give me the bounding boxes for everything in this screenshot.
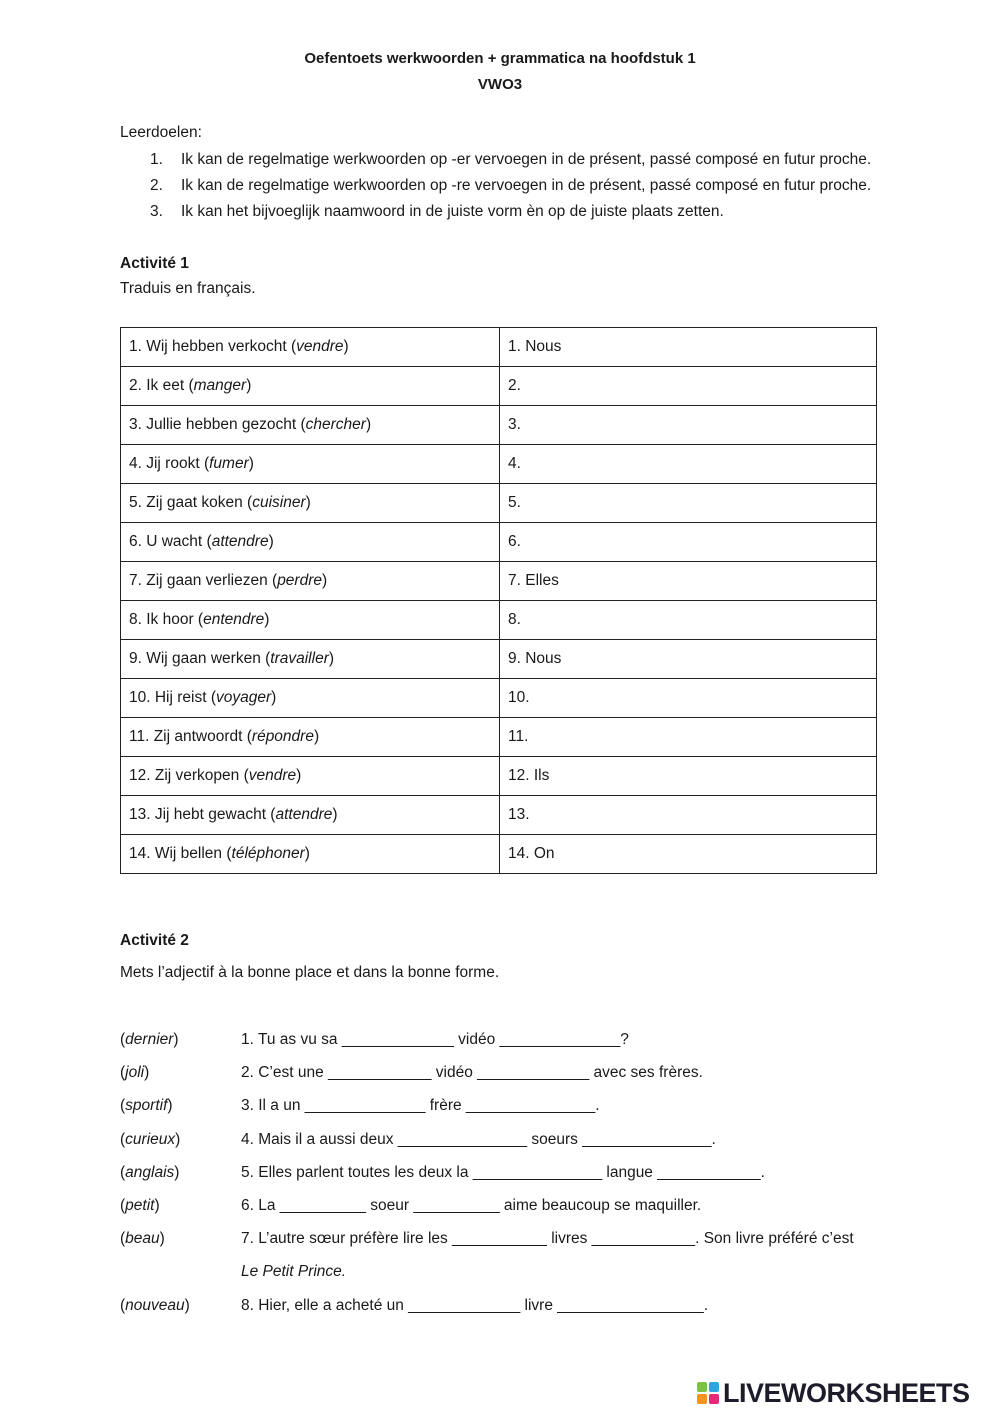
translation-row: [121, 718, 877, 757]
paren-open: (: [120, 1131, 126, 1148]
logo-square-blue: [709, 1382, 719, 1392]
worksheet-title: Oefentoets werkwoorden + grammatica na hoofdstuk 1: [304, 50, 696, 67]
paren-open: (: [120, 1230, 126, 1247]
dutch-prompt-cell: [121, 757, 500, 796]
adjective-word: dernier: [125, 1031, 174, 1048]
prompt-text: 6. U wacht (: [129, 533, 212, 550]
french-answer-cell[interactable]: [500, 640, 877, 679]
answer-prefix: 11.: [508, 728, 529, 745]
answer-prefix: 5.: [508, 494, 521, 511]
adjective-exercise-row: [120, 1263, 880, 1287]
prompt-text: 8. Ik hoor (: [129, 611, 204, 628]
exercise-sentence[interactable]: 6. La __________ soeur __________ aime beaucoup se maquiller.: [241, 1197, 702, 1214]
goal-text: Ik kan de regelmatige werkwoorden op -er vervoegen in de présent, passé composé en futur proche.: [181, 151, 872, 168]
adjective-exercise-row: [120, 1164, 880, 1188]
prompt-text: 4. Jij rookt (: [129, 455, 210, 472]
prompt-text: 7. Zij gaan verliezen (: [129, 572, 278, 589]
french-answer-cell[interactable]: [500, 679, 877, 718]
translation-row: [121, 523, 877, 562]
answer-prefix: 6.: [508, 533, 521, 550]
adjective-label: [120, 1197, 160, 1215]
adjective-exercise-row: [120, 1064, 880, 1088]
answer-prefix: 8.: [508, 611, 521, 628]
adjective-word: beau: [125, 1230, 160, 1247]
translation-row: [121, 679, 877, 718]
worksheet-level: VWO3: [477, 76, 523, 93]
paren-close: ): [159, 1230, 165, 1247]
answer-prefix: 9. Nous: [508, 650, 562, 667]
dutch-prompt-cell: [121, 484, 500, 523]
french-answer-cell[interactable]: [500, 562, 877, 601]
adjective-label: [120, 1031, 179, 1049]
logo-square-orange: [697, 1394, 707, 1404]
adjective-exercise-row: [120, 1297, 880, 1321]
dutch-prompt-cell: [121, 640, 500, 679]
goal-number: 2.: [150, 177, 163, 194]
exercise-sentence[interactable]: 5. Elles parlent toutes les deux la _______________ langue ____________.: [241, 1164, 765, 1181]
translation-row: [121, 367, 877, 406]
answer-prefix: 4.: [508, 455, 521, 472]
translation-row: [121, 406, 877, 445]
dutch-prompt-cell: [121, 523, 500, 562]
prompt-text: 14. Wij bellen (: [129, 845, 232, 862]
infinitive-verb: entendre: [203, 611, 265, 628]
translation-table: [120, 327, 877, 874]
translation-row: [121, 562, 877, 601]
prompt-text: 9. Wij gaan werken (: [129, 650, 271, 667]
answer-prefix: 12. Ils: [508, 767, 550, 784]
liveworksheets-logo-icon: [697, 1382, 719, 1404]
prompt-text: ): [271, 689, 277, 706]
adjective-label: [120, 1064, 149, 1082]
answer-prefix: 3.: [508, 416, 521, 433]
infinitive-verb: voyager: [216, 689, 272, 706]
adjective-exercise-row: [120, 1097, 880, 1121]
prompt-text: ): [296, 767, 302, 784]
prompt-text: 5. Zij gaat koken (: [129, 494, 253, 511]
adjective-exercise-row: [120, 1131, 880, 1155]
prompt-text: ): [332, 806, 338, 823]
answer-prefix: 1. Nous: [508, 338, 562, 355]
infinitive-verb: attendre: [211, 533, 269, 550]
translation-row: [121, 445, 877, 484]
dutch-prompt-cell: [121, 328, 500, 367]
exercise-sentence[interactable]: 3. Il a un ______________ frère _______________.: [241, 1097, 600, 1114]
prompt-text: ): [248, 455, 254, 472]
prompt-text: ): [343, 338, 349, 355]
paren-close: ): [175, 1131, 181, 1148]
infinitive-verb: travailler: [270, 650, 329, 667]
french-answer-cell[interactable]: [500, 835, 877, 874]
adjective-exercise-row: [120, 1230, 880, 1254]
dutch-prompt-cell: [121, 835, 500, 874]
dutch-prompt-cell: [121, 718, 500, 757]
activity2-title: Activité 2: [120, 932, 189, 949]
goal-text: Ik kan de regelmatige werkwoorden op -re vervoegen in de présent, passé composé en futur proche.: [181, 177, 872, 194]
goal-number: 1.: [150, 151, 163, 168]
prompt-text: ): [322, 572, 328, 589]
paren-open: (: [120, 1097, 126, 1114]
prompt-text: ): [313, 728, 320, 745]
adjective-exercise-row: [120, 1031, 880, 1055]
paren-open: (: [120, 1064, 126, 1081]
prompt-text: ): [365, 416, 372, 433]
dutch-prompt-cell: [121, 679, 500, 718]
exercise-sentence[interactable]: 8. Hier, elle a acheté un _____________ livre _________________.: [241, 1297, 709, 1314]
french-answer-cell[interactable]: [500, 445, 877, 484]
french-answer-cell[interactable]: [500, 484, 877, 523]
infinitive-verb: téléphoner: [231, 845, 305, 862]
french-answer-cell[interactable]: [500, 328, 877, 367]
exercise-sentence[interactable]: Le Petit Prince.: [241, 1263, 347, 1280]
french-answer-cell[interactable]: [500, 523, 877, 562]
prompt-text: ): [264, 611, 270, 628]
adjective-word: joli: [125, 1064, 145, 1081]
goal-text: Ik kan het bijvoeglijk naamwoord in de juiste vorm èn op de juiste plaats zetten.: [181, 203, 724, 220]
goal-number: 3.: [150, 203, 163, 220]
dutch-prompt-cell: [121, 367, 500, 406]
adjective-word: anglais: [125, 1164, 175, 1181]
infinitive-verb: cuisiner: [252, 494, 306, 511]
exercise-sentence[interactable]: 2. C’est une ____________ vidéo _____________ avec ses frères.: [241, 1064, 703, 1081]
dutch-prompt-cell: [121, 562, 500, 601]
dutch-prompt-cell: [121, 406, 500, 445]
paren-close: ): [144, 1064, 150, 1081]
translation-row: [121, 484, 877, 523]
prompt-text: 11. Zij antwoordt (: [129, 728, 252, 745]
prompt-text: 12. Zij verkopen (: [129, 767, 249, 784]
activity2-instruction: Mets l’adjectif à la bonne place et dans la bonne forme.: [120, 964, 500, 981]
answer-prefix: 14. On: [508, 845, 555, 862]
paren-close: ): [154, 1197, 160, 1214]
adjective-label: [120, 1297, 190, 1315]
infinitive-verb: fumer: [209, 455, 249, 472]
french-answer-cell[interactable]: [500, 718, 877, 757]
prompt-text: ): [328, 650, 335, 667]
adjective-label: [120, 1164, 179, 1182]
prompt-text: ): [304, 845, 310, 862]
paren-open: (: [120, 1197, 126, 1214]
logo-square-pink: [709, 1394, 719, 1404]
french-answer-cell[interactable]: [500, 757, 877, 796]
prompt-text: 3. Jullie hebben gezocht (: [129, 416, 306, 433]
prompt-text: 10. Hij reist (: [129, 689, 216, 706]
dutch-prompt-cell: [121, 796, 500, 835]
translation-row: [121, 835, 877, 874]
infinitive-verb: manger: [193, 377, 247, 394]
infinitive-verb: répondre: [251, 728, 314, 745]
exercise-sentence[interactable]: 7. L’autre sœur préfère lire les ___________ livres ____________. Son livre préféré c’est: [241, 1230, 854, 1247]
french-answer-cell[interactable]: [500, 601, 877, 640]
logo-square-green: [697, 1382, 707, 1392]
answer-prefix: 10.: [508, 689, 530, 706]
prompt-text: 1. Wij hebben verkocht (: [129, 338, 297, 355]
prompt-text: ): [268, 533, 274, 550]
infinitive-verb: chercher: [305, 416, 366, 433]
activity1-instruction: Traduis en français.: [120, 280, 256, 297]
french-answer-cell[interactable]: [500, 796, 877, 835]
adjective-word: petit: [125, 1197, 155, 1214]
dutch-prompt-cell: [121, 445, 500, 484]
prompt-text: ): [305, 494, 311, 511]
paren-close: ): [173, 1031, 179, 1048]
liveworksheets-logo-text: LIVEWORKSHEETS: [723, 1378, 970, 1408]
translation-row: [121, 601, 877, 640]
french-answer-cell[interactable]: [500, 367, 877, 406]
prompt-text: 13. Jij hebt gewacht (: [129, 806, 276, 823]
adjective-word: nouveau: [125, 1297, 185, 1314]
infinitive-verb: vendre: [248, 767, 297, 784]
paren-close: ): [167, 1097, 173, 1114]
goals-heading: Leerdoelen:: [120, 124, 202, 141]
infinitive-verb: perdre: [277, 572, 322, 589]
translation-row: [121, 328, 877, 367]
prompt-text: ): [246, 377, 252, 394]
adjective-word: curieux: [125, 1131, 176, 1148]
answer-prefix: 2.: [508, 377, 521, 394]
dutch-prompt-cell: [121, 601, 500, 640]
adjective-exercise-row: [120, 1197, 880, 1221]
liveworksheets-logo: [697, 1378, 993, 1408]
paren-close: ): [184, 1297, 190, 1314]
french-answer-cell[interactable]: [500, 406, 877, 445]
answer-prefix: 13.: [508, 806, 530, 823]
activity1-title: Activité 1: [120, 255, 189, 272]
paren-open: (: [120, 1164, 126, 1181]
adjective-word: sportif: [125, 1097, 168, 1114]
answer-prefix: 7. Elles: [508, 572, 559, 589]
adjective-label: [120, 1131, 180, 1149]
paren-close: ): [174, 1164, 180, 1181]
adjective-label: [120, 1230, 165, 1248]
exercise-sentence[interactable]: 4. Mais il a aussi deux _______________ soeurs _______________.: [241, 1131, 716, 1148]
infinitive-verb: attendre: [275, 806, 333, 823]
paren-open: (: [120, 1297, 126, 1314]
exercise-sentence[interactable]: 1. Tu as vu sa _____________ vidéo ______________?: [241, 1031, 629, 1048]
paren-open: (: [120, 1031, 126, 1048]
prompt-text: 2. Ik eet (: [129, 377, 194, 394]
translation-row: [121, 757, 877, 796]
translation-row: [121, 796, 877, 835]
adjective-label: [120, 1097, 173, 1115]
infinitive-verb: vendre: [296, 338, 344, 355]
translation-row: [121, 640, 877, 679]
